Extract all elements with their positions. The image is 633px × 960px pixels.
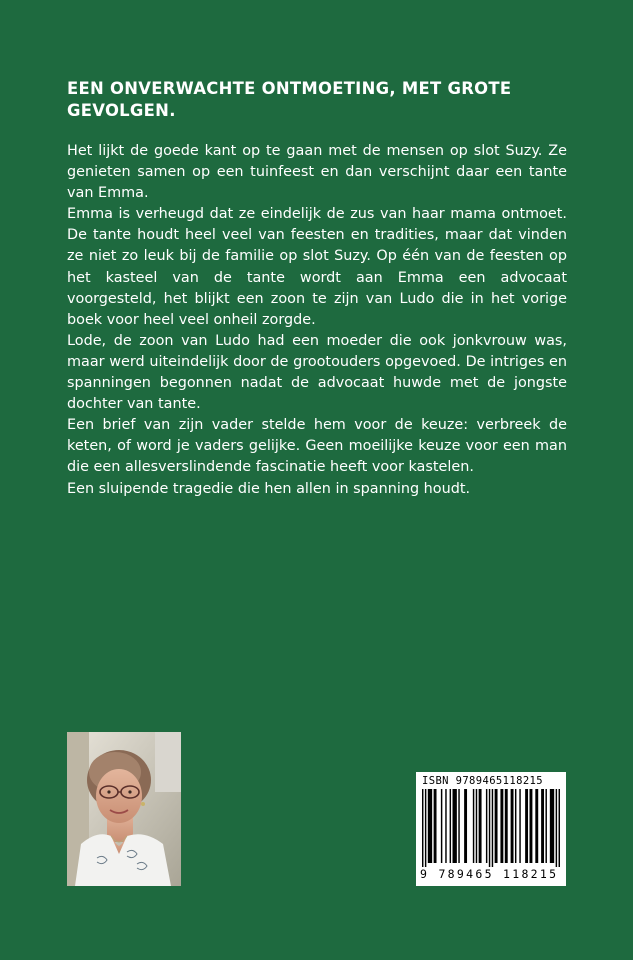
- barcode-bar: [515, 789, 516, 863]
- blurb-paragraph-5: Een sluipende tragedie die hen allen in spanning houdt.: [67, 480, 471, 497]
- barcode-bar: [486, 789, 487, 863]
- barcode-bar: [545, 789, 546, 863]
- barcode-bar: [453, 789, 457, 863]
- barcode-bar: [500, 789, 503, 863]
- author-portrait-illustration: [67, 732, 181, 886]
- barcode-bar: [464, 789, 467, 863]
- barcode-bar: [492, 789, 493, 867]
- blurb-paragraph-2: Emma is verheugd dat ze eindelijk de zus van haar mama ontmoet. De tante houdt heel veel van feesten en tradities, maar dat vinden ze niet zo leuk bij de familie op slot Suzy. Op één van de feesten op het kasteel van de tante wordt aan Emma een advocaat voorgesteld, het blijkt een zoon te zijn van Ludo die in het vorige boek voor heel veel onheil zorgde.: [67, 206, 567, 328]
- barcode-bar: [422, 789, 423, 867]
- barcode-bar: [428, 789, 432, 863]
- barcode-bar: [441, 789, 442, 863]
- barcode-bar: [450, 789, 451, 863]
- blurb-paragraph-4: Een brief van zijn vader stelde hem voor de keuze: verbreek de keten, of word je vaders gelijke. Geen moeilijke keuze voor een man die een allesverslindende fascinatie heeft voor kastelen.: [67, 417, 567, 476]
- barcode-bar: [556, 789, 557, 867]
- barcode-bar: [434, 789, 437, 863]
- barcode-bar: [445, 789, 446, 863]
- barcode-bars: [422, 789, 560, 867]
- barcode-bar: [505, 789, 508, 863]
- isbn-digits: 9 789465 118215: [420, 867, 559, 881]
- blurb-text: [67, 141, 567, 500]
- barcode-bar: [458, 789, 459, 863]
- author-photo: [67, 732, 181, 886]
- blurb-paragraph-3: Lode, de zoon van Ludo had een moeder die ook jonkvrouw was, maar werd uiteindelijk door de grootouders opgevoed. De intriges en spanningen begonnen nadat de advocaat huwde met de jongste dochter van tante.: [67, 332, 567, 413]
- barcode-bar: [489, 789, 490, 867]
- barcode-bar: [525, 789, 528, 863]
- blurb-paragraph-1: Het lijkt de goede kant op te gaan met de mensen op slot Suzy. Ze genieten samen op een tuinfeest en dan verschijnt daar een tante van Emma.: [67, 143, 567, 202]
- isbn-barcode: [416, 772, 566, 886]
- barcode-bar: [529, 789, 532, 863]
- book-title: EEN ONVERWACHTE ONTMOETING, MET GROTE GEVOLGEN.: [67, 79, 512, 120]
- barcode-bar: [511, 789, 514, 863]
- barcode-bar: [550, 789, 554, 863]
- isbn-label: ISBN 9789465118215: [422, 775, 543, 787]
- barcode-bar: [519, 789, 520, 863]
- barcode-bar: [473, 789, 474, 863]
- barcode-bar: [479, 789, 482, 863]
- barcode-bar: [535, 789, 538, 863]
- barcode-bar: [425, 789, 426, 867]
- barcode-bar: [476, 789, 477, 863]
- barcode-bar: [541, 789, 544, 863]
- barcode-bar: [495, 789, 498, 863]
- barcode-bar: [559, 789, 560, 867]
